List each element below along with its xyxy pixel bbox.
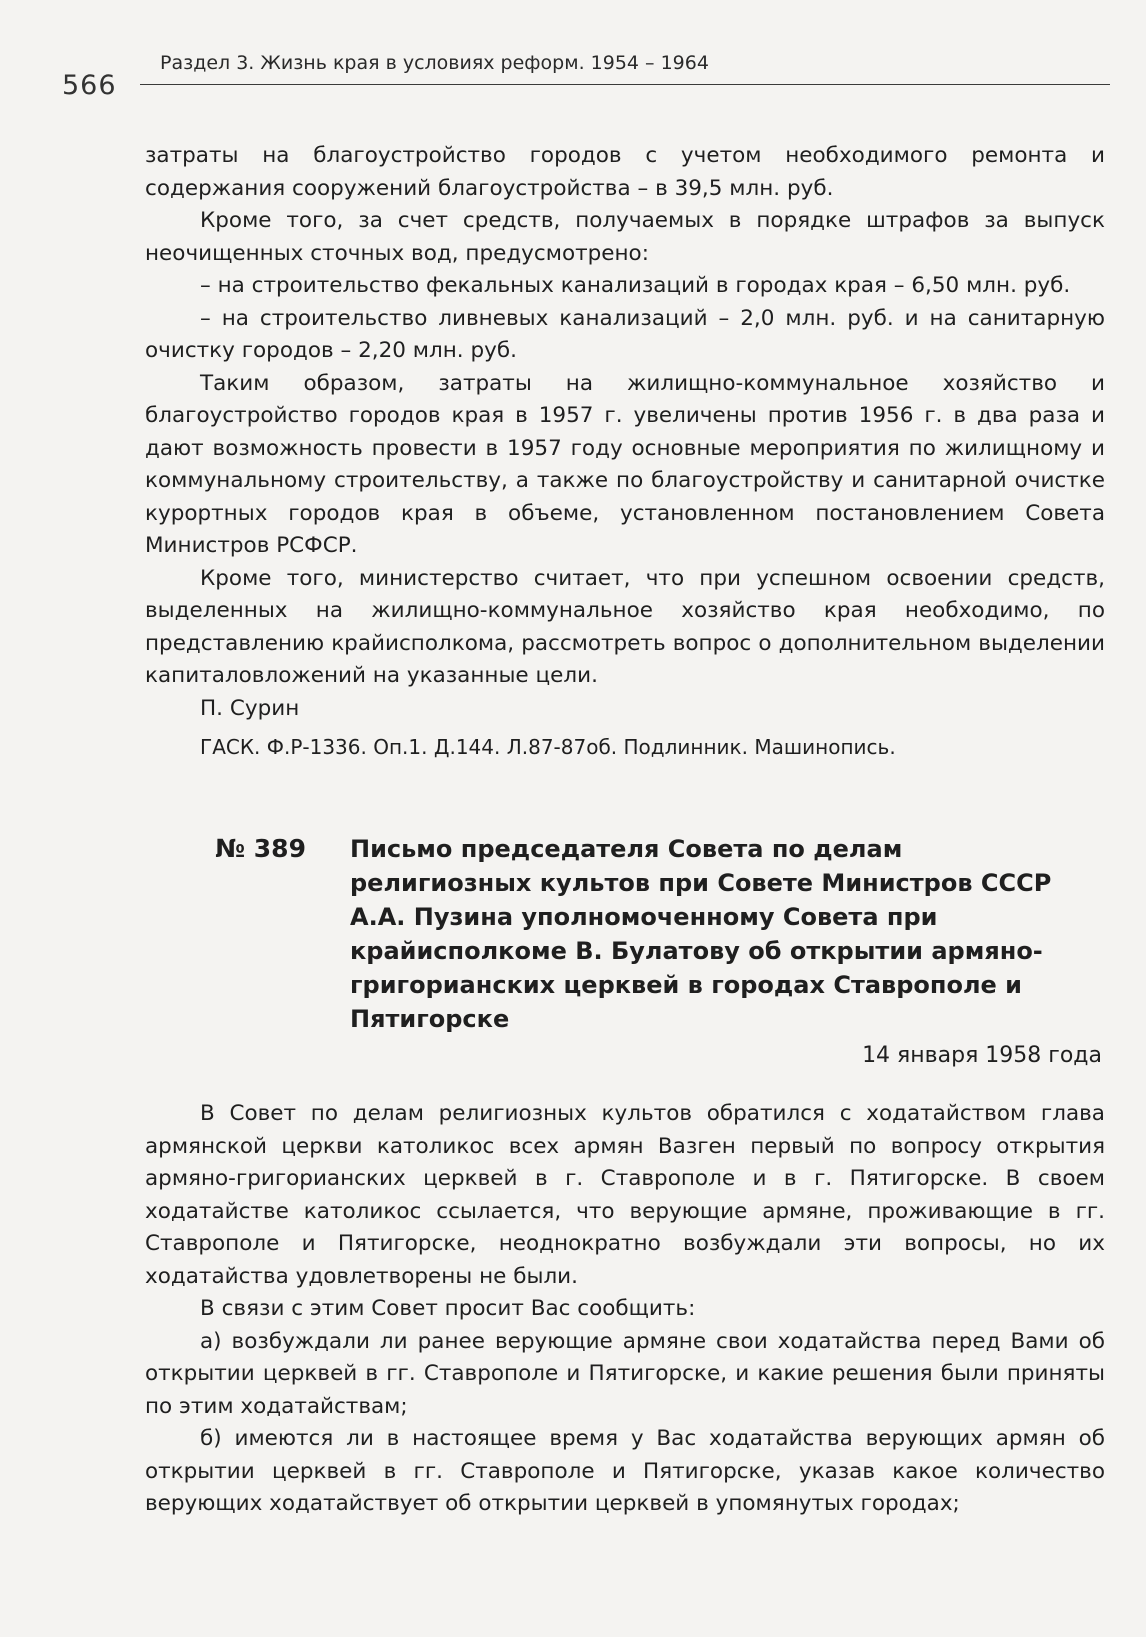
paragraph: В Совет по делам религиозных культов обратился с ходатайством глава армянской церкви католикос всех армян Вазген первый по вопросу открытия армяно-григорианских церквей в г. Ставрополе и в г. Пятигорске. В своем ходатайстве католикос ссылается, что верующие армяне, проживающие в гг. Ставрополе и Пятигорске, неоднократно возбуждали эти вопросы, но их ходатайства удовлетворены не были.: [145, 1101, 1105, 1289]
bottom-text-block: [145, 1098, 1105, 1521]
document-title: Письмо председателя Совета по делам религиозных культов при Совете Министров СССР А.А. Пузина уполномоченному Совета при крайисполкоме В. Булатову об открытии армяно-григорианских церквей в городах Ставрополе и Пятигорске: [350, 835, 1052, 1033]
list-item: а) возбуждали ли ранее верующие армяне свои ходатайства перед Вами об открытии церквей в гг. Ставрополе и Пятигорске, и какие решения были приняты по этим ходатайствам;: [145, 1328, 1105, 1419]
top-text-block: [145, 140, 1105, 764]
running-header: Раздел 3. Жизнь края в условиях реформ. 1954 – 1964: [160, 52, 709, 74]
paragraph: В связи с этим Совет просит Вас сообщить:: [200, 1296, 696, 1321]
document-number: № 389: [215, 834, 306, 863]
list-item: б) имеются ли в настоящее время у Вас ходатайства верующих армян об открытии церквей в гг. Ставрополе и Пятигорске, указав какое количество верующих ходатайствует об открытии церквей в упомянутых городах;: [145, 1426, 1105, 1516]
list-item: – на строительство фекальных канализаций в городах края – 6,50 млн. руб.: [200, 273, 1071, 298]
signature: П. Сурин: [200, 695, 300, 721]
paragraph: затраты на благоустройство городов с учетом необходимого ремонта и содержания сооружений благоустройства – в 39,5 млн. руб.: [145, 143, 1105, 201]
page-number: 566: [62, 70, 117, 101]
document-date: 14 января 1958 года: [862, 1043, 1102, 1068]
header-rule: [140, 84, 1110, 85]
paragraph: Таким образом, затраты на жилищно-коммунальное хозяйство и благоустройство городов края в 1957 г. увеличены против 1956 г. в два раза и дают возможность провести в 1957 году основные мероприятия по жилищному и коммунальному строительству, а также по благоустройству и санитарной очистке курортных городов края в объеме, установленном постановлением Совета Министров РСФСР.: [145, 370, 1105, 558]
list-item: – на строительство ливневых канализаций – 2,0 млн. руб. и на санитарную очистку городов – 2,20 млн. руб.: [145, 305, 1105, 363]
paragraph: Кроме того, министерство считает, что при успешном освоении средств, выделенных на жилищно-коммунальное хозяйство края необходимо, по представлению крайисполкома, рассмотреть вопрос о дополнительном выделении капиталовложений на указанные цели.: [145, 565, 1105, 688]
paragraph: Кроме того, за счет средств, получаемых в порядке штрафов за выпуск неочищенных сточных вод, предусмотрено:: [145, 208, 1105, 266]
document-heading: [215, 832, 1115, 1036]
archive-reference: ГАСК. Ф.Р-1336. Оп.1. Д.144. Л.87-87об. Подлинник. Машинопись.: [200, 735, 896, 759]
